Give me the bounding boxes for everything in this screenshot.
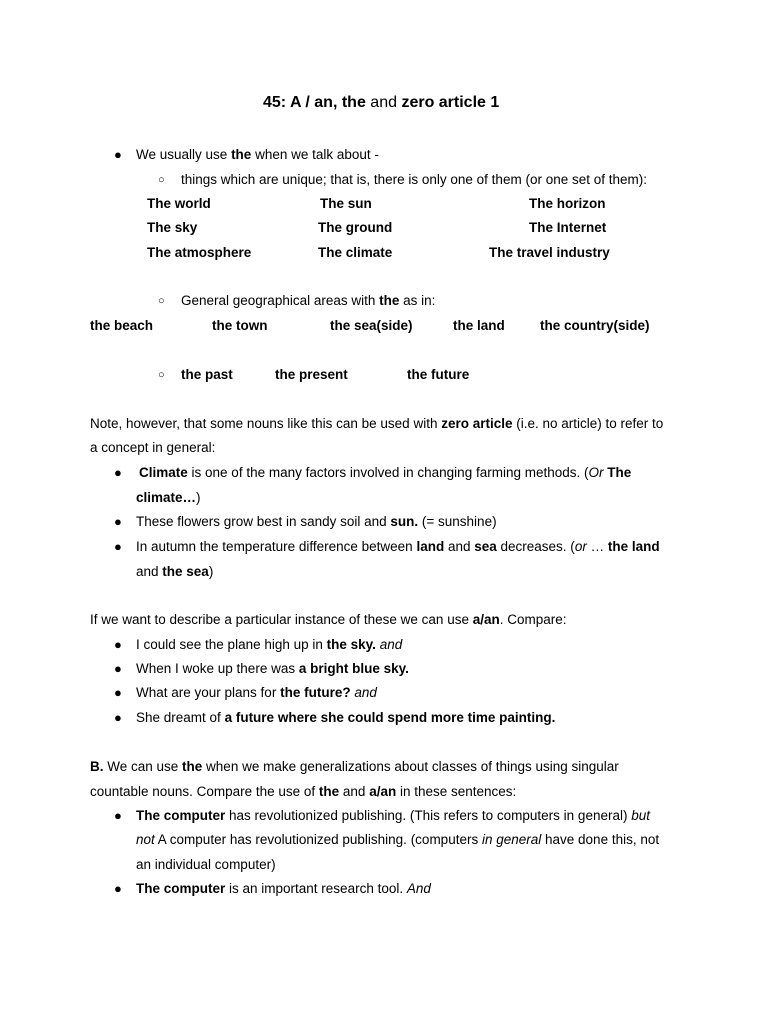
unique-cell: The sky [147, 220, 198, 235]
ex-text: These flowers grow best in sandy soil and [136, 514, 391, 529]
page-title [263, 93, 499, 113]
ex-text: I could see the plane high up in [136, 637, 327, 652]
computer-example-1 [136, 807, 650, 825]
ex-text: have done this, not [541, 832, 660, 847]
bullet-circle-icon: ○ [158, 295, 165, 307]
ex-text: ) [208, 564, 214, 579]
instance-text: . Compare: [499, 612, 567, 627]
instance-line [90, 611, 567, 629]
ex-text: decreases. ( [496, 539, 575, 554]
ex-text: is an important research tool. [225, 881, 407, 896]
bullet-dot-icon: ● [114, 661, 122, 676]
zero-example-1-cont [136, 489, 201, 507]
time-item: the future [407, 367, 470, 382]
intro-post: when we talk about - [251, 147, 379, 162]
bullet-dot-icon: ● [114, 147, 122, 162]
bullet-dot-icon: ● [114, 637, 122, 652]
intro-pre: We usually use [136, 147, 232, 162]
section-b-label: B. [90, 759, 104, 774]
ex-bold: a future where she could spend more time painting. [224, 710, 556, 725]
bullet-dot-icon: ● [114, 514, 122, 529]
ex-text: When I woke up there was [136, 661, 299, 676]
unique-cell: The climate [318, 245, 393, 260]
instance-bold: a/an [472, 612, 500, 627]
ex-bold: the sky. [326, 637, 376, 652]
ex-italic: but [631, 808, 650, 823]
instance-example-1 [136, 636, 402, 654]
geo-the: the [379, 293, 400, 308]
computer-example-1-line-2 [136, 831, 659, 849]
unique-label: things which are unique; that is, there is only one of them (or one set of them): [181, 172, 648, 187]
computer-example-1-line-3: an individual computer) [136, 857, 276, 872]
ex-bold: Climate [139, 465, 188, 480]
unique-cell: The travel industry [489, 245, 610, 260]
instance-example-3 [136, 684, 377, 702]
unique-cell: The Internet [529, 220, 607, 235]
ex-text: ) [196, 490, 201, 505]
title-zero: zero article 1 [401, 94, 500, 111]
ex-italic: and [350, 685, 377, 700]
b-bold: a/an [369, 784, 397, 799]
ex-bold: sun. [390, 514, 419, 529]
ex-bold: climate… [136, 490, 197, 505]
ex-bold: The [603, 465, 632, 480]
bullet-dot-icon: ● [114, 881, 122, 896]
intro-the: the [231, 147, 252, 162]
section-b-line-2 [90, 783, 516, 801]
ex-bold: the sea [162, 564, 209, 579]
ex-italic: and [375, 637, 403, 652]
geo-item: the beach [90, 318, 154, 333]
unique-cell: The sun [320, 196, 372, 211]
unique-cell: The ground [318, 220, 393, 235]
unique-cell: The horizon [529, 196, 606, 211]
ex-bold: land [416, 539, 445, 554]
section-b-line-1 [90, 758, 619, 776]
zero-example-3-cont [136, 563, 213, 581]
ex-text: She dreamt of [136, 710, 225, 725]
instance-example-2 [136, 660, 409, 678]
computer-example-2 [136, 880, 431, 898]
note-line-1 [90, 415, 663, 433]
unique-cell: The world [147, 196, 211, 211]
geo-pre: General geographical areas with [181, 293, 380, 308]
bullet-dot-icon: ● [114, 539, 122, 554]
geo-item: the sea(side) [330, 318, 413, 333]
unique-cell: The atmosphere [147, 245, 252, 260]
ex-italic: Or [588, 465, 604, 480]
time-item: the present [275, 367, 348, 382]
note-line-2: a concept in general: [90, 440, 216, 455]
note-bold: zero article [441, 416, 513, 431]
b-text: when we make generalizations about classes of things using singular [202, 759, 619, 774]
b-text: and [339, 784, 370, 799]
bullet-dot-icon: ● [114, 710, 122, 725]
instance-example-4 [136, 709, 555, 727]
title-number: 45: A / an, the [263, 94, 366, 111]
ex-bold: a bright blue sky. [298, 661, 409, 676]
bullet-dot-icon: ● [114, 685, 122, 700]
geo-post: as in: [399, 293, 436, 308]
zero-example-2 [136, 513, 497, 531]
ex-bold: The computer [136, 881, 226, 896]
ex-italic: or [574, 539, 587, 554]
ex-text: What are your plans for [136, 685, 281, 700]
ex-text: is one of the many factors involved in changing farming methods. ( [187, 465, 589, 480]
bullet-circle-icon: ○ [158, 174, 165, 186]
b-bold: the [318, 784, 340, 799]
ex-italic: in general [481, 832, 542, 847]
ex-italic: And [406, 881, 431, 896]
b-text: We can use [103, 759, 183, 774]
b-text: in these sentences: [396, 784, 517, 799]
instance-text: If we want to describe a particular instance of these we can use [90, 612, 473, 627]
ex-italic: not [136, 832, 155, 847]
ex-bold: the future? [280, 685, 351, 700]
ex-bold: sea [474, 539, 497, 554]
bullet-circle-icon: ○ [158, 369, 165, 381]
ex-text: A computer has revolutionized publishing. (computers [154, 832, 482, 847]
ex-text: has revolutionized publishing. (This refers to computers in general) [225, 808, 632, 823]
geo-item: the country(side) [540, 318, 650, 333]
note-text: (i.e. no article) to refer to [512, 416, 664, 431]
ex-text: and [444, 539, 475, 554]
time-item: the past [181, 367, 233, 382]
b-text: countable nouns. Compare the use of [90, 784, 319, 799]
bullet-dot-icon: ● [114, 808, 122, 823]
zero-example-3 [136, 538, 660, 556]
ex-text: … [586, 539, 608, 554]
geo-item: the land [453, 318, 505, 333]
ex-text: (= sunshine) [418, 514, 497, 529]
intro-line [136, 146, 379, 164]
note-text: Note, however, that some nouns like this can be used with [90, 416, 442, 431]
geo-line [181, 292, 435, 310]
ex-text: In autumn the temperature difference between [136, 539, 417, 554]
ex-bold: The computer [136, 808, 226, 823]
b-bold: the [182, 759, 203, 774]
ex-text: and [136, 564, 163, 579]
ex-bold: the land [607, 539, 660, 554]
zero-example-1 [139, 464, 631, 482]
title-and: and [365, 94, 402, 111]
geo-item: the town [212, 318, 268, 333]
bullet-dot-icon: ● [114, 465, 122, 480]
